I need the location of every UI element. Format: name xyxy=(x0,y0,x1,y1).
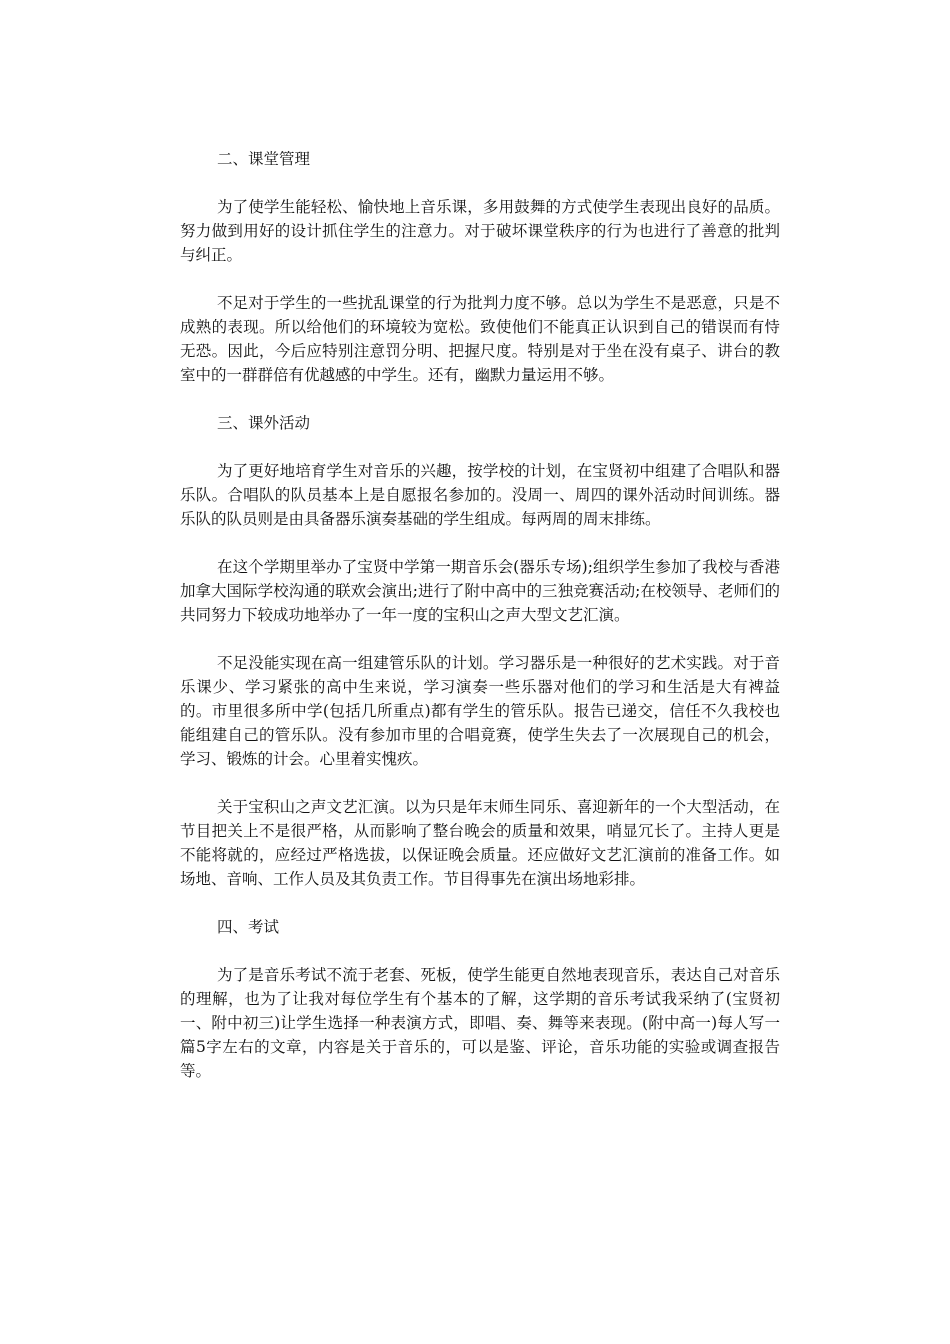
paragraph: 为了更好地培育学生对音乐的兴趣，按学校的计划，在宝贤初中组建了合唱队和器乐队。合唱队的队员基本上是自愿报名参加的。没周一、周四的课外活动时间训练。器乐队的队员则是由具备器乐演奏基础的学生组成。每两周的周末排练。 xyxy=(180,462,780,528)
paragraph: 关于宝积山之声文艺汇演。以为只是年末师生同乐、喜迎新年的一个大型活动，在节目把关上不是很严格，从而影响了整台晚会的质量和效果，哨显冗长了。主持人更是不能将就的，应经过严格选拔，以保证晚会质量。还应做好文艺汇演前的准备工作。如场地、音响、工作人员及其负责工作。节目得事先在演出场地彩排。 xyxy=(180,798,780,888)
document-body xyxy=(180,147,780,1107)
paragraph: 在这个学期里举办了宝贤中学第一期音乐会(器乐专场);组织学生参加了我校与香港加拿大国际学校沟通的联欢会演出;进行了附中高中的三独竞赛活动;在校领导、老师们的共同努力下较成功地举办了一年一度的宝积山之声大型文艺汇演。 xyxy=(180,558,780,624)
paragraph: 为了使学生能轻松、愉快地上音乐课，多用鼓舞的方式使学生表现出良好的品质。努力做到用好的设计抓住学生的注意力。对于破坏课堂秩序的行为也进行了善意的批判与纠正。 xyxy=(180,198,780,264)
section-heading-extracurricular: 三、课外活动 xyxy=(217,414,311,432)
paragraph: 为了是音乐考试不流于老套、死板，使学生能更自然地表现音乐，表达自己对音乐的理解，也为了让我对每位学生有个基本的了解，这学期的音乐考试我采纳了(宝贤初一、附中初三)让学生选择一种表演方式，即唱、奏、舞等来表现。(附中高一)每人写一篇5字左右的文章，内容是关于音乐的，可以是鉴、评论，音乐功能的实验或调查报告等。 xyxy=(180,966,780,1080)
paragraph: 不足没能实现在高一组建管乐队的计划。学习器乐是一种很好的艺术实践。对于音乐课少、学习紧张的高中生来说，学习演奏一些乐器对他们的学习和生活是大有裨益的。市里很多所中学(包括几所重点)都有学生的管乐队。报告已递交，信任不久我校也能组建自己的管乐队。没有参加市里的合唱竟赛，使学生失去了一次展现自己的机会，学习、锻炼的计会。心里着实愧疚。 xyxy=(180,654,780,768)
paragraph: 不足对于学生的一些扰乱课堂的行为批判力度不够。总以为学生不是恶意，只是不成熟的表现。所以给他们的环境较为宽松。致使他们不能真正认识到自己的错误而有恃无恐。因此，今后应特别注意罚分明、把握尺度。特别是对于坐在没有桌子、讲台的教室中的一群群倍有优越感的中学生。还有，幽默力量运用不够。 xyxy=(180,294,780,384)
section-heading-classroom-management: 二、课堂管理 xyxy=(217,150,311,168)
section-heading-exam: 四、考试 xyxy=(217,918,280,936)
